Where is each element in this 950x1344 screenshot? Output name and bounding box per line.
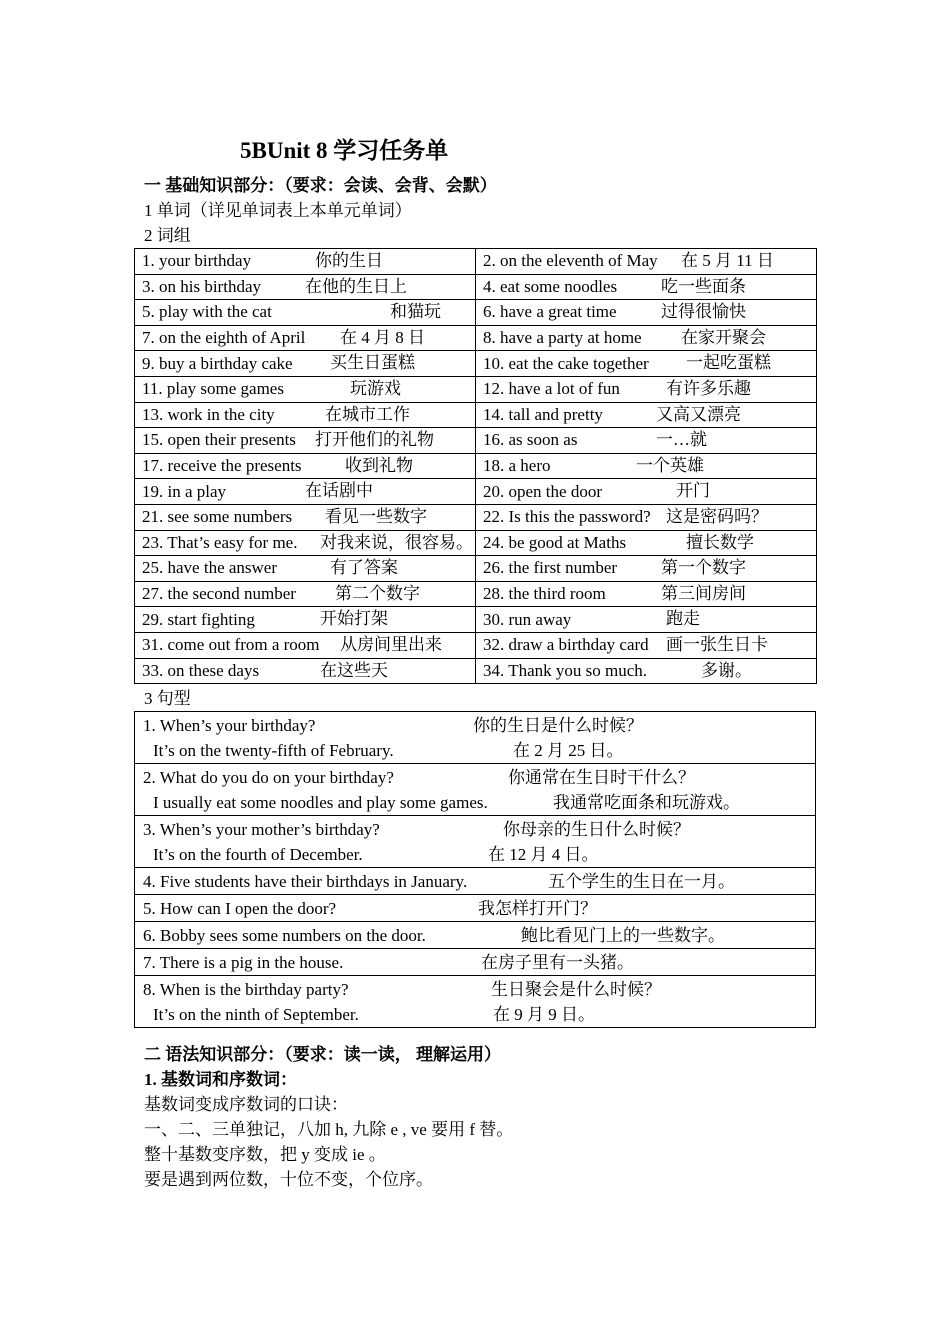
sentence-line <box>143 790 815 815</box>
phrase-english: 15. open their presents <box>142 430 296 450</box>
phrase-chinese: 买生日蛋糕 <box>330 353 415 373</box>
phrase-english: 2. on the eleventh of May <box>483 251 658 271</box>
phrase-chinese: 一…就 <box>656 430 707 450</box>
phrase-cell <box>476 249 817 275</box>
phrase-english: 4. eat some noodles <box>483 276 618 296</box>
phrase-english: 32. draw a birthday card <box>483 635 649 655</box>
phrase-english: 34. Thank you so much. <box>483 660 648 680</box>
phrase-english: 6. have a great time <box>483 302 617 322</box>
phrase-chinese: 画一张生日卡 <box>666 634 768 654</box>
grammar-line: 一、二、三单独记，八加 h, 九除 e , ve 要用 f 替。 <box>144 1120 514 1139</box>
sentence-line <box>143 950 815 975</box>
phrase-cell <box>135 453 476 479</box>
phrase-english: 18. a hero <box>483 456 551 476</box>
sentence-chinese: 在房子里有一头猪。 <box>481 953 634 972</box>
phrase-cell <box>476 556 817 582</box>
phrase-cell <box>135 376 476 402</box>
phrase-cell <box>476 632 817 658</box>
phrase-cell <box>135 556 476 582</box>
phrase-cell <box>135 274 476 300</box>
phrase-english: 28. the third room <box>483 584 606 604</box>
phrase-cell <box>476 607 817 633</box>
phrase-english: 31. come out from a room <box>142 635 320 655</box>
phrase-chinese: 在家开聚会 <box>681 327 766 347</box>
sentence-chinese: 生日聚会是什么时候？ <box>491 980 661 999</box>
phrase-cell <box>476 325 817 351</box>
phrase-chinese: 多谢。 <box>701 660 752 680</box>
table-row <box>135 428 817 454</box>
phrase-chinese: 开门 <box>676 481 710 501</box>
phrase-english: 23. That’s easy for me. <box>142 532 298 552</box>
phrase-chinese: 你的生日 <box>315 251 383 270</box>
table-row <box>135 300 817 326</box>
table-row <box>135 868 816 895</box>
phrase-cell <box>135 530 476 556</box>
table-row <box>135 504 817 530</box>
sentence-cell <box>135 816 816 868</box>
phrase-english: 7. on the eighth of April <box>142 328 306 348</box>
phrase-english: 9. buy a birthday cake <box>142 353 293 373</box>
phrase-chinese: 吃一些面条 <box>661 276 746 296</box>
table-row <box>135 712 816 764</box>
page-title: 5BUnit 8 学习任务单 <box>240 138 449 163</box>
phrase-chinese: 开始打架 <box>320 609 388 629</box>
phrase-chinese: 这是密码吗？ <box>666 506 768 526</box>
phrase-chinese: 在他的生日上 <box>305 276 407 296</box>
phrase-cell <box>135 632 476 658</box>
phrase-english: 27. the second number <box>142 584 296 604</box>
sentence-line <box>143 977 815 1002</box>
phrase-cell <box>135 300 476 326</box>
phrase-cell <box>135 607 476 633</box>
phrase-english: 14. tall and pretty <box>483 404 603 424</box>
phrase-chinese: 收到礼物 <box>345 455 413 475</box>
phrase-english: 30. run away <box>483 609 572 629</box>
table-row <box>135 479 817 505</box>
sentence-english: 6. Bobby sees some numbers on the door. <box>143 926 426 945</box>
grammar-line: 整十基数变序数，把 y 变成 ie 。 <box>144 1145 386 1164</box>
phrase-cell <box>476 658 817 684</box>
phrase-english: 8. have a party at home <box>483 328 642 348</box>
phrase-cell <box>476 453 817 479</box>
sentence-line <box>143 817 815 842</box>
phrase-cell <box>476 581 817 607</box>
table-row <box>135 922 816 949</box>
phrase-chinese: 又高又漂亮 <box>656 404 741 424</box>
grammar-heading: 1. 基数词和序数词： <box>144 1070 297 1089</box>
sentence-english: It’s on the ninth of September. <box>153 1005 359 1024</box>
phrase-chinese: 跑走 <box>666 609 700 629</box>
sentence-cell <box>135 764 816 816</box>
phrase-cell <box>476 402 817 428</box>
table-row <box>135 632 817 658</box>
table-row <box>135 376 817 402</box>
subheading-words: 1 单词（详见单词表上本单元单词） <box>144 201 412 220</box>
table-row <box>135 816 816 868</box>
phrase-english: 12. have a lot of fun <box>483 379 620 399</box>
sentence-chinese: 在 9 月 9 日。 <box>493 1005 595 1024</box>
sentence-line <box>143 1002 815 1027</box>
table-row <box>135 581 817 607</box>
phrase-chinese: 第三间房间 <box>661 583 746 603</box>
sentence-cell <box>135 949 816 976</box>
grammar-line: 基数词变成序数词的口诀： <box>144 1095 348 1114</box>
sentence-chinese: 你通常在生日时干什么？ <box>508 768 695 787</box>
sentence-chinese: 你的生日是什么时候？ <box>473 716 643 735</box>
table-row <box>135 895 816 922</box>
sentence-cell <box>135 712 816 764</box>
sentence-english: 2. What do you do on your birthday? <box>143 768 394 787</box>
section2-heading: 二 语法知识部分：（要求：读一读， 理解运用） <box>144 1045 501 1064</box>
sentence-cell <box>135 895 816 922</box>
phrase-cell <box>476 479 817 505</box>
subheading-phrases: 2 词组 <box>144 226 191 245</box>
table-row <box>135 556 817 582</box>
phrase-chinese: 打开他们的礼物 <box>315 430 434 450</box>
phrase-cell <box>135 428 476 454</box>
sentences-table <box>134 711 816 1028</box>
phrase-cell <box>476 274 817 300</box>
phrase-cell <box>135 402 476 428</box>
sentence-english: 8. When is the birthday party? <box>143 980 349 999</box>
table-row <box>135 249 817 275</box>
phrase-english: 29. start fighting <box>142 609 255 629</box>
phrase-chinese: 对我来说，很容易。 <box>320 532 473 552</box>
phrase-cell <box>135 504 476 530</box>
phrase-english: 26. the first number <box>483 558 618 578</box>
phrase-english: 19. in a play <box>142 481 227 501</box>
phrase-cell <box>135 581 476 607</box>
phrase-chinese: 玩游戏 <box>350 378 401 398</box>
table-row <box>135 351 817 377</box>
phrase-chinese: 有许多乐趣 <box>666 378 751 398</box>
sentence-chinese: 在 2 月 25 日。 <box>513 741 624 760</box>
phrase-chinese: 在话剧中 <box>305 481 373 501</box>
phrase-chinese: 一个英雄 <box>636 455 704 475</box>
phrase-cell <box>476 351 817 377</box>
sentence-chinese: 我通常吃面条和玩游戏。 <box>553 793 740 812</box>
sentence-english: It’s on the twenty-fifth of February. <box>153 741 394 760</box>
phrase-cell <box>476 504 817 530</box>
sentence-english: I usually eat some noodles and play some games. <box>153 793 488 812</box>
sentence-english: 1. When’s your birthday? <box>143 716 316 735</box>
phrase-chinese: 擅长数学 <box>686 532 754 552</box>
phrase-english: 25. have the answer <box>142 558 278 578</box>
sentence-line <box>143 842 815 867</box>
sentence-english: 5. How can I open the door? <box>143 899 337 918</box>
phrase-cell <box>135 351 476 377</box>
sentence-line <box>143 713 815 738</box>
table-row <box>135 607 817 633</box>
phrase-cell <box>135 479 476 505</box>
phrase-english: 24. be good at Maths <box>483 532 627 552</box>
sentence-cell <box>135 976 816 1028</box>
section1-heading: 一 基础知识部分：（要求：会读、会背、会默） <box>144 176 497 195</box>
phrase-cell <box>476 428 817 454</box>
phrase-english: 20. open the door <box>483 481 602 501</box>
phrase-chinese: 有了答案 <box>330 558 398 578</box>
sentence-cell <box>135 922 816 949</box>
table-row <box>135 325 817 351</box>
table-row <box>135 658 817 684</box>
phrase-chinese: 从房间里出来 <box>340 634 442 654</box>
phrase-cell <box>476 530 817 556</box>
phrase-english: 22. Is this the password? <box>483 507 651 527</box>
phrase-english: 17. receive the presents <box>142 456 302 476</box>
subheading-sentences: 3 句型 <box>144 689 191 708</box>
table-row <box>135 402 817 428</box>
sentence-line <box>143 738 815 763</box>
table-row <box>135 764 816 816</box>
sentence-chinese: 在 12 月 4 日。 <box>488 845 599 864</box>
sentence-chinese: 我怎样打开门？ <box>478 899 597 918</box>
phrase-chinese: 过得很愉快 <box>661 302 746 322</box>
phrase-english: 13. work in the city <box>142 404 275 424</box>
phrase-cell <box>135 325 476 351</box>
sentence-cell <box>135 868 816 895</box>
phrase-chinese: 在城市工作 <box>325 404 410 424</box>
phrase-cell <box>476 300 817 326</box>
sentence-line <box>143 896 815 921</box>
sentence-english: 3. When’s your mother’s birthday? <box>143 820 380 839</box>
phrase-english: 21. see some numbers <box>142 507 293 527</box>
phrase-english: 11. play some games <box>142 379 284 399</box>
phrase-chinese: 第二个数字 <box>335 583 420 603</box>
sentence-line <box>143 765 815 790</box>
table-row <box>135 976 816 1028</box>
phrase-chinese: 一起吃蛋糕 <box>686 353 771 373</box>
phrase-english: 10. eat the cake together <box>483 353 649 373</box>
phrase-chinese: 在 5 月 11 日 <box>681 251 774 270</box>
grammar-line: 要是遇到两位数，十位不变，个位序。 <box>144 1170 433 1189</box>
sentence-line <box>143 923 815 948</box>
sentence-line <box>143 869 815 894</box>
table-row <box>135 530 817 556</box>
phrase-chinese: 和猫玩 <box>390 302 441 322</box>
sentence-chinese: 你母亲的生日什么时候？ <box>503 820 690 839</box>
phrase-cell <box>135 249 476 275</box>
phrase-english: 1. your birthday <box>142 251 252 271</box>
table-row <box>135 453 817 479</box>
sentence-english: 7. There is a pig in the house. <box>143 953 344 972</box>
phrases-table <box>134 248 817 684</box>
sentence-english: 4. Five students have their birthdays in January. <box>143 872 468 891</box>
phrase-english: 33. on these days <box>142 660 260 680</box>
phrase-english: 3. on his birthday <box>142 276 261 296</box>
sentence-chinese: 鲍比看见门上的一些数字。 <box>521 926 725 945</box>
phrase-cell <box>476 376 817 402</box>
table-row <box>135 274 817 300</box>
phrase-chinese: 在这些天 <box>320 660 388 680</box>
phrase-chinese: 看见一些数字 <box>325 506 427 526</box>
phrase-chinese: 在 4 月 8 日 <box>340 327 425 347</box>
phrase-chinese: 第一个数字 <box>661 558 746 578</box>
sentence-english: It’s on the fourth of December. <box>153 845 363 864</box>
phrase-cell <box>135 658 476 684</box>
phrase-english: 16. as soon as <box>483 430 578 450</box>
phrase-english: 5. play with the cat <box>142 302 272 322</box>
sentence-chinese: 五个学生的生日在一月。 <box>548 872 735 891</box>
table-row <box>135 949 816 976</box>
